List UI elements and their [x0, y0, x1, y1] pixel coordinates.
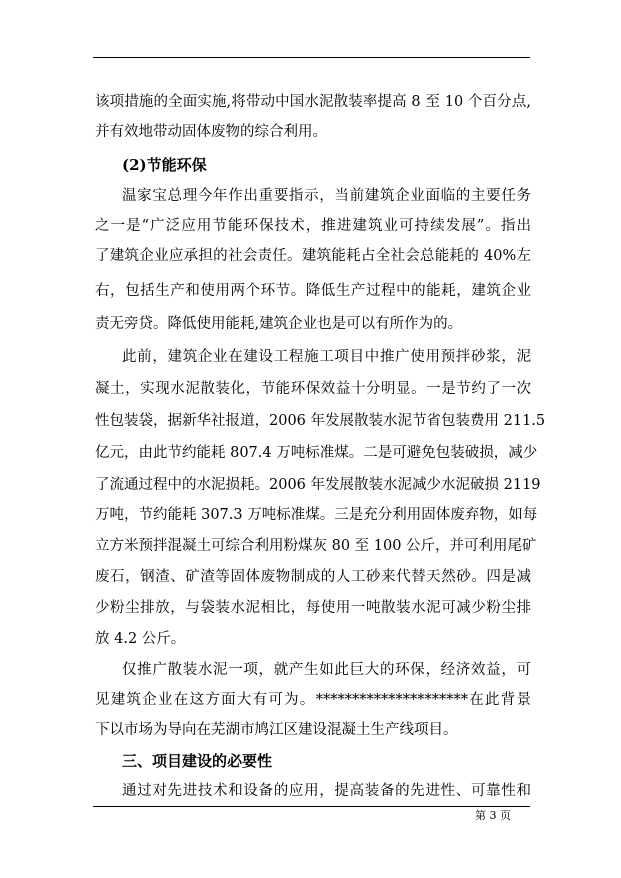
text-line: 放 4.2 公斤。 [95, 631, 186, 647]
text-line: 了建筑企业应承担的社会责任。建筑能耗占全社会总能耗的 40%左 [95, 248, 531, 264]
text-line: 废石，钢渣、矿渣等固体废物制成的人工砂来代替天然砂。四是减 [95, 569, 531, 585]
text-line: 少粉尘排放，与袋装水泥相比，每使用一吨散装水泥可减少粉尘排 [95, 600, 531, 616]
header-rule [93, 57, 530, 58]
text-line: 了流通过程中的水泥损耗。2006 年发展散装水泥减少水泥破损 2119 [95, 477, 541, 493]
text-line: 下以市场为导向在芜湖市鸠江区建设混凝土生产线项目。 [95, 722, 458, 738]
text-line: 右，包括生产和使用两个环节。降低生产过程中的能耗，建筑企业 [95, 283, 531, 299]
text-line: 并有效地带动固体废物的综合利用。 [95, 124, 327, 140]
footer-rule [93, 806, 530, 807]
text-line: 温家宝总理今年作出重要指示，当前建筑企业面临的主要任务 [122, 188, 531, 204]
text-line: 亿元，由此节约能耗 807.4 万吨标准煤。二是可避免包装破损，减少 [95, 445, 538, 461]
text-line: 该项措施的全面实施,将带动中国水泥散装率提高 8 至 10 个百分点, [95, 94, 531, 110]
text-line: 此前，建筑企业在建设工程施工项目中推广使用预拌砂浆，泥 [122, 349, 531, 365]
text-line: 通过对先进技术和设备的应用，提高装备的先进性、可靠性和 [122, 783, 531, 799]
text-line: 见建筑企业在这方面大有可为。*********************在此背景 [95, 692, 531, 708]
text-line: 万吨，节约能耗 307.3 万吨标准煤。三是充分利用固体废弃物，如每 [95, 507, 538, 523]
text-line: 之一是“广泛应用节能环保技术，推进建筑业可持续发展”。指出 [95, 218, 531, 234]
text-line: 性包装袋，据新华社报道，2006 年发展散装水泥节省包装费用 211.5 [95, 413, 546, 429]
heading-section-necessity: 三、项目建设的必要性 [122, 752, 273, 770]
heading-energy-saving: (2)节能环保 [122, 156, 207, 174]
text-line: 仅推广散装水泥一项，就产生如此巨大的环保，经济效益，可 [122, 662, 531, 678]
text-line: 立方米预拌混凝土可综合利用粉煤灰 80 至 100 公斤，并可利用尾矿 [95, 538, 537, 554]
text-line: 责无旁贷。降低使用能耗,建筑企业也是可以有所作为的。 [95, 316, 463, 332]
page-number: 第 3 页 [475, 809, 511, 822]
text-line: 凝土，实现水泥散装化，节能环保效益十分明显。一是节约了一次 [95, 381, 531, 397]
